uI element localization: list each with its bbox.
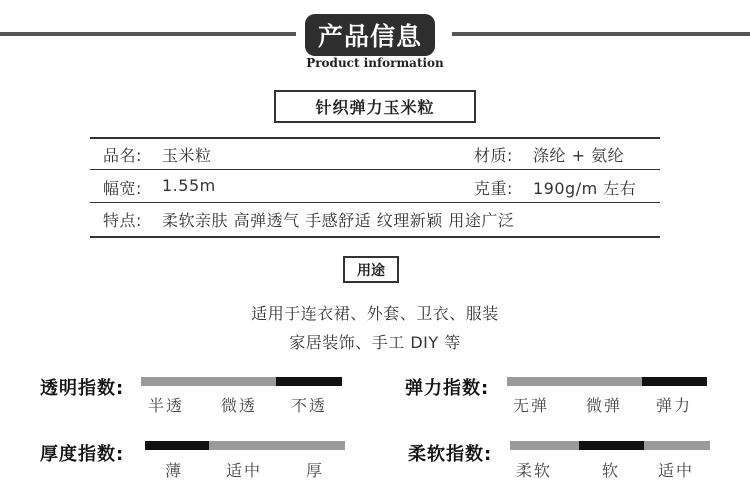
spec-weight-label: 克重: — [474, 179, 513, 198]
section-subtitle: Product information — [306, 56, 444, 70]
spec-material-value: 涤纶 + 氨纶 — [533, 146, 625, 165]
section-title: 产品信息 — [305, 14, 435, 56]
softness-tick-3: 适中 — [658, 461, 695, 480]
spec-features-label: 特点: — [103, 211, 142, 230]
elasticity-tick-3: 弹力 — [656, 396, 693, 415]
transparency-tick-3: 不透 — [291, 396, 328, 415]
transparency-segment-1 — [141, 377, 208, 386]
elasticity-segment-3 — [642, 377, 707, 386]
elasticity-segment-2 — [574, 377, 642, 386]
header-divider-right — [452, 32, 750, 36]
transparency-tick-2: 微透 — [221, 396, 258, 415]
softness-segment-1 — [510, 441, 579, 450]
thickness-segment-1 — [145, 441, 209, 450]
thickness-index-bar — [145, 441, 345, 450]
transparency-index-label: 透明指数: — [40, 378, 125, 399]
softness-index-bar — [510, 441, 710, 450]
elasticity-index-bar — [507, 377, 707, 386]
table-row-divider — [90, 202, 660, 203]
elasticity-index-label: 弹力指数: — [405, 378, 490, 399]
thickness-segment-3 — [279, 441, 345, 450]
transparency-segment-2 — [208, 377, 276, 386]
elasticity-tick-2: 微弹 — [586, 396, 623, 415]
table-row-divider — [90, 169, 660, 170]
thickness-tick-1: 薄 — [165, 461, 184, 480]
elasticity-segment-1 — [507, 377, 574, 386]
spec-name-value: 玉米粒 — [162, 146, 212, 165]
softness-tick-1: 柔软 — [516, 461, 553, 480]
transparency-tick-1: 半透 — [148, 396, 185, 415]
usage-line-2: 家居装饰、手工 DIY 等 — [289, 333, 461, 352]
usage-line-1: 适用于连衣裙、外套、卫衣、服装 — [251, 304, 499, 323]
softness-segment-2 — [579, 441, 644, 450]
softness-index-label: 柔软指数: — [408, 444, 493, 465]
table-top-border — [90, 137, 660, 139]
usage-title: 用途 — [343, 256, 399, 283]
spec-name-label: 品名: — [103, 146, 142, 165]
table-bottom-border — [90, 236, 660, 238]
spec-width-value: 1.55m — [162, 176, 216, 195]
elasticity-tick-1: 无弹 — [513, 396, 550, 415]
spec-material-label: 材质: — [474, 146, 513, 165]
thickness-index-label: 厚度指数: — [40, 444, 125, 465]
spec-features-value: 柔软亲肤 高弹透气 手感舒适 纹理新颖 用途广泛 — [162, 211, 515, 230]
softness-segment-3 — [644, 441, 710, 450]
thickness-tick-2: 适中 — [226, 461, 263, 480]
transparency-segment-3 — [276, 377, 342, 386]
thickness-segment-2 — [209, 441, 279, 450]
product-name: 针织弹力玉米粒 — [274, 90, 476, 123]
spec-weight-value: 190g/m 左右 — [533, 179, 637, 198]
transparency-index-bar — [141, 377, 342, 386]
thickness-tick-3: 厚 — [306, 461, 325, 480]
header-divider-left — [0, 32, 296, 36]
softness-tick-2: 软 — [602, 461, 621, 480]
spec-width-label: 幅宽: — [103, 179, 142, 198]
